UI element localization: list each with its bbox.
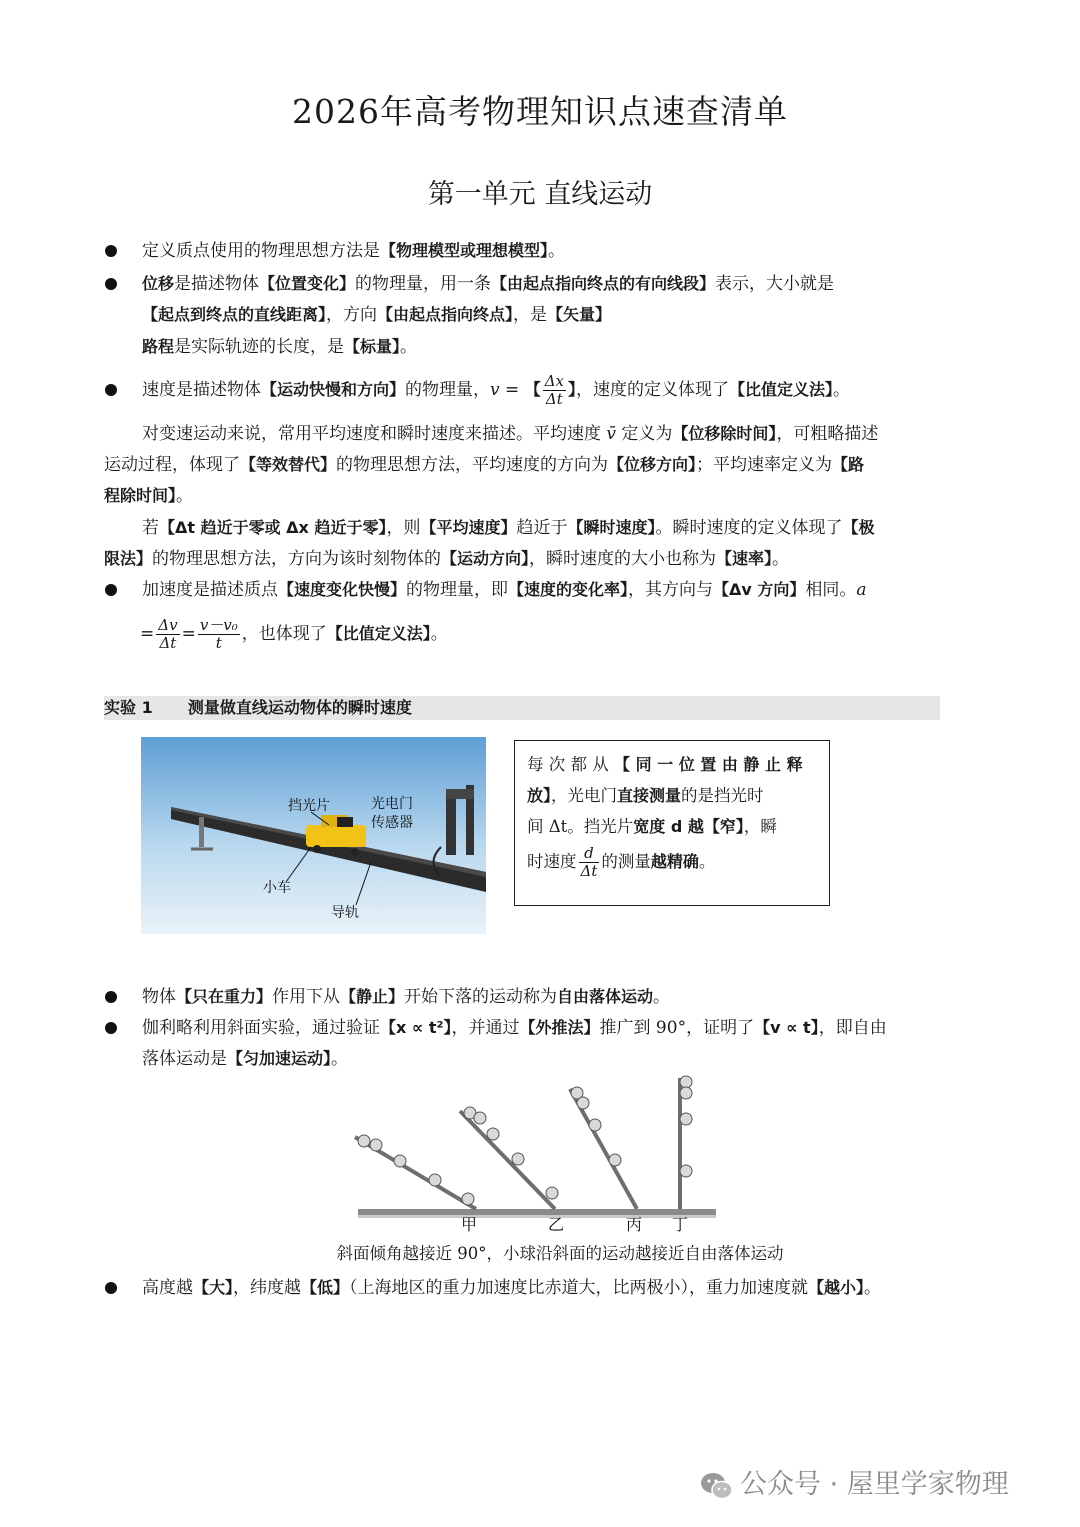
text: 。 — [698, 852, 716, 871]
paragraph-average-line1 — [142, 424, 878, 444]
keyword: 【比值定义法】 — [326, 624, 431, 643]
bullet-displacement-line1 — [142, 274, 834, 294]
text: = — [499, 380, 525, 400]
fraction — [156, 617, 179, 652]
text: 是描述物体 — [174, 274, 260, 294]
text: 加速度是描述质点 — [142, 580, 278, 600]
keyword: 【位置变化】 — [259, 274, 356, 293]
denominator: Δt — [580, 862, 598, 880]
bullet-velocity — [142, 370, 850, 410]
label-sensor: 传感器 — [371, 815, 413, 831]
paragraph-instant-line1 — [142, 518, 875, 538]
text: 高度越 — [142, 1278, 193, 1298]
keyword: 【物理模型或理想模型】 — [380, 241, 549, 260]
bullet-acceleration-line1 — [142, 580, 867, 600]
keyword: 【瞬时速度】 — [567, 518, 656, 537]
keyword: 【等效替代】 — [240, 455, 337, 474]
keyword: 【x ∝ t²】 — [380, 1018, 452, 1037]
keyword: 【速度的变化率】 — [508, 580, 629, 599]
keyword: 路程 — [142, 337, 175, 356]
bullet-galileo-line1 — [142, 1018, 887, 1038]
keyword: 【v ∝ t】 — [754, 1018, 819, 1037]
bullet-displacement-line3 — [142, 337, 417, 357]
text: ；平均速率定义为 — [696, 455, 833, 475]
keyword: 【位移除时间】 — [672, 424, 777, 443]
paragraph-instant-line2 — [104, 549, 789, 569]
text: 。 — [653, 987, 671, 1007]
experiment-title: 测量做直线运动物体的瞬时速度 — [187, 698, 412, 717]
keyword: 【位移方向】 — [608, 455, 697, 474]
bullet-dot — [105, 278, 117, 290]
denominator: Δt — [159, 634, 177, 652]
bullet-free-fall — [142, 987, 670, 1007]
paragraph-average-line3 — [104, 486, 193, 506]
numerator: Δv — [158, 616, 178, 634]
keyword: 【外推法】 — [519, 1018, 600, 1037]
text: 。 — [331, 1049, 349, 1069]
figure-caption: 斜面倾角越接近 90°，小球沿斜面的运动越接近自由落体运动 — [336, 1244, 784, 1263]
fraction — [543, 373, 566, 408]
text: = — [140, 624, 155, 644]
text: 作用下从 — [272, 987, 341, 1007]
experiment-heading — [104, 696, 940, 720]
text: 时速度 — [527, 852, 577, 871]
text: 。瞬时速度的定义体现了 — [655, 518, 843, 538]
keyword: 【由起点指向终点】 — [377, 305, 514, 324]
text: 的物理量，即 — [406, 580, 509, 600]
text: 。 — [430, 624, 448, 644]
text: 定义为 — [621, 424, 673, 444]
keyword: 【 同 一 位 置 由 静 止 释 — [614, 755, 803, 774]
text: 若 — [142, 518, 159, 538]
keyword: 】 — [568, 380, 577, 399]
keyword: 放】 — [527, 786, 552, 805]
text: 的物理量， — [405, 380, 491, 400]
text: ，方向 — [326, 305, 378, 325]
keyword: 直接测量 — [617, 786, 682, 805]
keyword: 位移 — [142, 274, 175, 293]
note-line1 — [527, 749, 817, 780]
keyword: 越精确 — [650, 852, 699, 871]
numerator: Δx — [544, 372, 564, 390]
keyword: 【比值定义法】 — [729, 380, 834, 399]
text: 的物理思想方法，方向为该时刻物体的 — [152, 549, 442, 569]
text: ，瞬时速度的大小也称为 — [529, 549, 717, 569]
keyword: 【大】 — [193, 1278, 234, 1297]
fraction — [198, 617, 240, 652]
text: 。 — [833, 380, 851, 400]
denominator: t — [215, 634, 222, 652]
keyword: 【Δv 方向】 — [713, 580, 806, 599]
bullet-particle — [142, 241, 565, 261]
label-shutter: 挡光片 — [288, 798, 330, 814]
wechat-icon — [700, 1471, 734, 1501]
keyword: 自由落体运动 — [557, 987, 654, 1006]
text: ，即自由 — [818, 1018, 887, 1038]
unit-heading: 第一单元 直线运动 — [427, 179, 653, 210]
math-symbol: v̄ — [606, 424, 617, 444]
text: 。 — [772, 549, 790, 569]
numerator: d — [579, 845, 600, 863]
incline-experiment-figure — [350, 1075, 720, 1240]
text: 间 Δt。挡光片 — [527, 817, 634, 836]
text: ，是 — [513, 305, 548, 325]
text: 速度是描述物体 — [142, 380, 261, 400]
note-line4 — [527, 842, 817, 882]
keyword: 【平均速度】 — [420, 518, 517, 537]
bullet-displacement-line2 — [142, 305, 611, 325]
text: ，速度的定义体现了 — [576, 380, 730, 400]
math-symbol: v — [490, 380, 500, 400]
text: 定义质点使用的物理思想方法是 — [142, 241, 380, 261]
keyword: 宽度 d 越 — [633, 817, 704, 836]
text: 的测量 — [601, 852, 651, 871]
keyword: 【速度变化快慢】 — [278, 580, 407, 599]
keyword: 【起点到终点的直线距离】 — [142, 305, 327, 324]
text: = — [181, 624, 196, 644]
bullet-dot — [105, 1022, 117, 1034]
keyword: 【 — [524, 380, 541, 399]
label-gate: 光电门 — [371, 796, 413, 812]
bullet-galileo-line2 — [142, 1049, 348, 1069]
text: 开始下落的运动称为 — [404, 987, 558, 1007]
text: ，可粗略描述 — [776, 424, 879, 444]
numerator: v－v₀ — [199, 616, 238, 634]
text: ，光电门 — [551, 786, 618, 805]
keyword: 【Δt 趋近于零或 Δx 趋近于零】 — [159, 518, 387, 537]
text: 表示，大小就是 — [715, 274, 835, 294]
label-rail: 导轨 — [331, 905, 359, 921]
text: 。 — [548, 241, 566, 261]
keyword: 【只在重力】 — [176, 987, 273, 1006]
bullet-dot — [105, 584, 117, 596]
keyword: 【静止】 — [340, 987, 405, 1006]
note-line2 — [527, 780, 817, 811]
experiment-label: 实验 1 — [104, 698, 153, 717]
keyword: 程除时间】 — [104, 486, 177, 505]
text: ，瞬 — [743, 817, 777, 836]
figure-label-yi: 乙 — [548, 1215, 565, 1234]
keyword: 【矢量】 — [547, 305, 612, 324]
text: 的是挡光时 — [681, 786, 764, 805]
paragraph-average-line2 — [104, 455, 864, 475]
text: 。 — [400, 337, 418, 357]
math-symbol: a — [856, 580, 867, 600]
experiment-photo — [141, 737, 486, 934]
keyword: 【运动方向】 — [441, 549, 530, 568]
bullet-dot — [105, 384, 117, 396]
text: 物体 — [142, 987, 176, 1007]
keyword: 【越小】 — [808, 1278, 865, 1297]
fraction — [579, 845, 600, 880]
label-cart: 小车 — [263, 880, 291, 896]
keyword: 【标量】 — [344, 337, 401, 356]
text: 推广到 90°，证明了 — [599, 1018, 755, 1038]
denominator: Δt — [545, 390, 563, 408]
experiment-note-box — [514, 740, 830, 906]
keyword: 【速率】 — [716, 549, 773, 568]
text: ，纬度越 — [233, 1278, 302, 1298]
keyword: 【低】 — [301, 1278, 350, 1297]
bullet-dot — [105, 991, 117, 1003]
watermark-text: 公众号 · 屋里学家物理 — [740, 1469, 1009, 1500]
keyword: 【运动快慢和方向】 — [261, 380, 406, 399]
text: 伽利略利用斜面实验，通过验证 — [142, 1018, 380, 1038]
text: ，则 — [386, 518, 421, 538]
text: 的物理量，用一条 — [355, 274, 492, 294]
document-title: 2026年高考物理知识点速查清单 — [292, 92, 788, 131]
text: 是实际轨迹的长度，是 — [174, 337, 345, 357]
keyword: 【由起点指向终点的有向线段】 — [491, 274, 716, 293]
text: 。 — [176, 486, 194, 506]
text: 落体运动是 — [142, 1049, 227, 1069]
bullet-dot — [105, 1282, 117, 1294]
figure-label-ding: 丁 — [672, 1215, 689, 1234]
text: ，其方向与 — [628, 580, 714, 600]
watermark — [700, 1462, 1009, 1501]
text: 运动过程，体现了 — [104, 455, 240, 475]
keyword: 【极 — [842, 518, 875, 537]
bullet-dot — [105, 245, 117, 257]
text: 对变速运动来说，常用平均速度和瞬时速度来描述。平均速度 — [142, 424, 601, 444]
figure-label-jia: 甲 — [461, 1215, 478, 1234]
bullet-gravity — [142, 1278, 881, 1298]
bullet-acceleration-line2 — [140, 612, 448, 656]
keyword: 【匀加速运动】 — [227, 1049, 332, 1068]
photogate-apparatus-illustration — [141, 737, 486, 934]
keyword: 【路 — [832, 455, 865, 474]
text: 。 — [864, 1278, 882, 1298]
text: ，并通过 — [451, 1018, 520, 1038]
keyword: 【窄】 — [703, 817, 744, 836]
keyword: 限法】 — [104, 549, 153, 568]
note-line3 — [527, 811, 817, 842]
figure-label-bing: 丙 — [626, 1215, 643, 1234]
text: 相同。 — [805, 580, 857, 600]
text: （上海地区的重力加速度比赤道大，比两极小），重力加速度就 — [349, 1278, 809, 1298]
text: ，也体现了 — [241, 624, 327, 644]
text: 的物理思想方法，平均速度的方向为 — [336, 455, 609, 475]
text: 每 次 都 从 — [527, 755, 609, 774]
text: 趋近于 — [516, 518, 568, 538]
